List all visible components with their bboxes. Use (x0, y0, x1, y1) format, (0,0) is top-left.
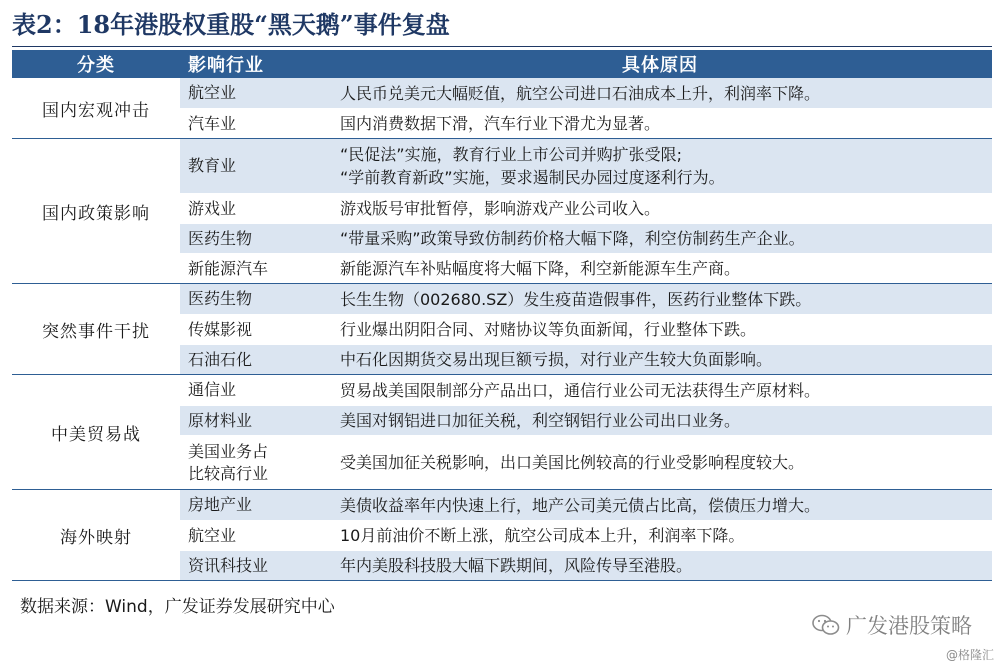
row-reason: 中石化因期货交易出现巨额亏损，对行业产生较大负面影响。 (340, 350, 773, 369)
row-reason: 国内消费数据下滑，汽车行业下滑尤为显著。 (340, 114, 661, 133)
table-group (12, 284, 992, 375)
watermark-text: 广发港股策略 (846, 614, 972, 638)
group-category: 国内宏观冲击 (12, 78, 180, 138)
row-reason: 美国对钢铝进口加征关税，利空钢铝行业公司出口业务。 (340, 411, 741, 430)
row-industry: 石油石化 (188, 349, 253, 369)
table-row (180, 490, 992, 520)
table-row (180, 344, 992, 374)
table-row (180, 193, 992, 223)
row-reason: 年内美股科技股大幅下跌期间，风险传导至港股。 (340, 556, 693, 575)
row-reason-line: “学前教育新政”实施，要求遏制民办园过度逐利行为。 (340, 168, 725, 187)
row-industry: 房地产业 (188, 495, 253, 514)
table-group (12, 375, 992, 490)
table-row (180, 375, 992, 405)
row-reason-line: “民促法”实施，教育行业上市公司并购扩张受限; (340, 145, 682, 164)
group-category: 突然事件干扰 (12, 284, 180, 374)
row-reason: 长生生物（002680.SZ）发生疫苗造假事件，医药行业整体下跌。 (340, 289, 812, 309)
row-industry: 通信业 (188, 380, 237, 399)
table-row (180, 139, 992, 193)
event-table (12, 50, 992, 581)
group-category: 中美贸易战 (12, 375, 180, 489)
table-row (180, 78, 992, 108)
row-reason: “带量采购”政策导致仿制药价格大幅下降，利空仿制药生产企业。 (340, 229, 805, 248)
table-row (180, 550, 992, 580)
group-category: 国内政策影响 (12, 139, 180, 283)
row-reason: 游戏版号审批暂停，影响游戏产业公司收入。 (340, 199, 661, 218)
table-group (12, 78, 992, 139)
row-reason: 受美国加征关税影响，出口美国比例较高的行业受影响程度较大。 (340, 453, 805, 472)
row-industry: 游戏业 (188, 198, 237, 218)
row-industry: 医药生物 (188, 228, 253, 248)
row-industry (180, 441, 328, 485)
header-industry: 影响行业 (188, 55, 264, 76)
table-row (180, 435, 992, 489)
row-industry: 教育业 (188, 156, 237, 175)
row-industry-line: 美国业务占 (188, 441, 269, 461)
table-row (180, 314, 992, 344)
row-industry: 新能源汽车 (188, 258, 269, 278)
table-row (180, 253, 992, 283)
row-industry: 航空业 (188, 83, 237, 102)
row-industry-line: 比较高行业 (188, 463, 269, 483)
table-row (180, 108, 992, 138)
watermark-secondary: @格隆汇 (945, 648, 994, 662)
header-category: 分类 (77, 55, 115, 76)
data-source: 数据来源：Wind，广发证券发展研究中心 (20, 597, 335, 617)
watermark (812, 610, 972, 640)
row-reason: 行业爆出阴阳合同、对赌协议等负面新闻，行业整体下跌。 (340, 320, 757, 339)
row-industry: 医药生物 (188, 289, 253, 308)
group-category: 海外映射 (12, 490, 180, 580)
row-reason: 人民币兑美元大幅贬值，航空公司进口石油成本上升，利润率下降。 (340, 83, 821, 103)
row-industry: 汽车业 (188, 113, 237, 133)
row-industry: 资讯科技业 (188, 555, 269, 575)
row-reason (328, 143, 992, 189)
wechat-icon (812, 614, 840, 636)
row-reason: 贸易战美国限制部分产品出口，通信行业公司无法获得生产原材料。 (340, 380, 821, 400)
row-reason: 10月前油价不断上涨，航空公司成本上升，利润率下降。 (340, 526, 745, 545)
row-reason: 美债收益率年内快速上行，地产公司美元债占比高，偿债压力增大。 (340, 495, 821, 515)
table-title: 表2：18年港股权重股“黑天鹅”事件复盘 (12, 10, 450, 39)
table-group (12, 139, 992, 284)
header-reason: 具体原因 (622, 55, 698, 76)
row-industry: 传媒影视 (188, 319, 253, 339)
row-reason: 新能源汽车补贴幅度将大幅下降，利空新能源车生产商。 (340, 259, 741, 278)
table-row (180, 520, 992, 550)
title-divider (12, 46, 992, 47)
table-group (12, 490, 992, 581)
table-row (180, 223, 992, 253)
table-row (180, 405, 992, 435)
table-row (180, 284, 992, 314)
row-industry: 原材料业 (188, 410, 253, 430)
table-header (12, 50, 992, 78)
row-industry: 航空业 (188, 525, 237, 545)
